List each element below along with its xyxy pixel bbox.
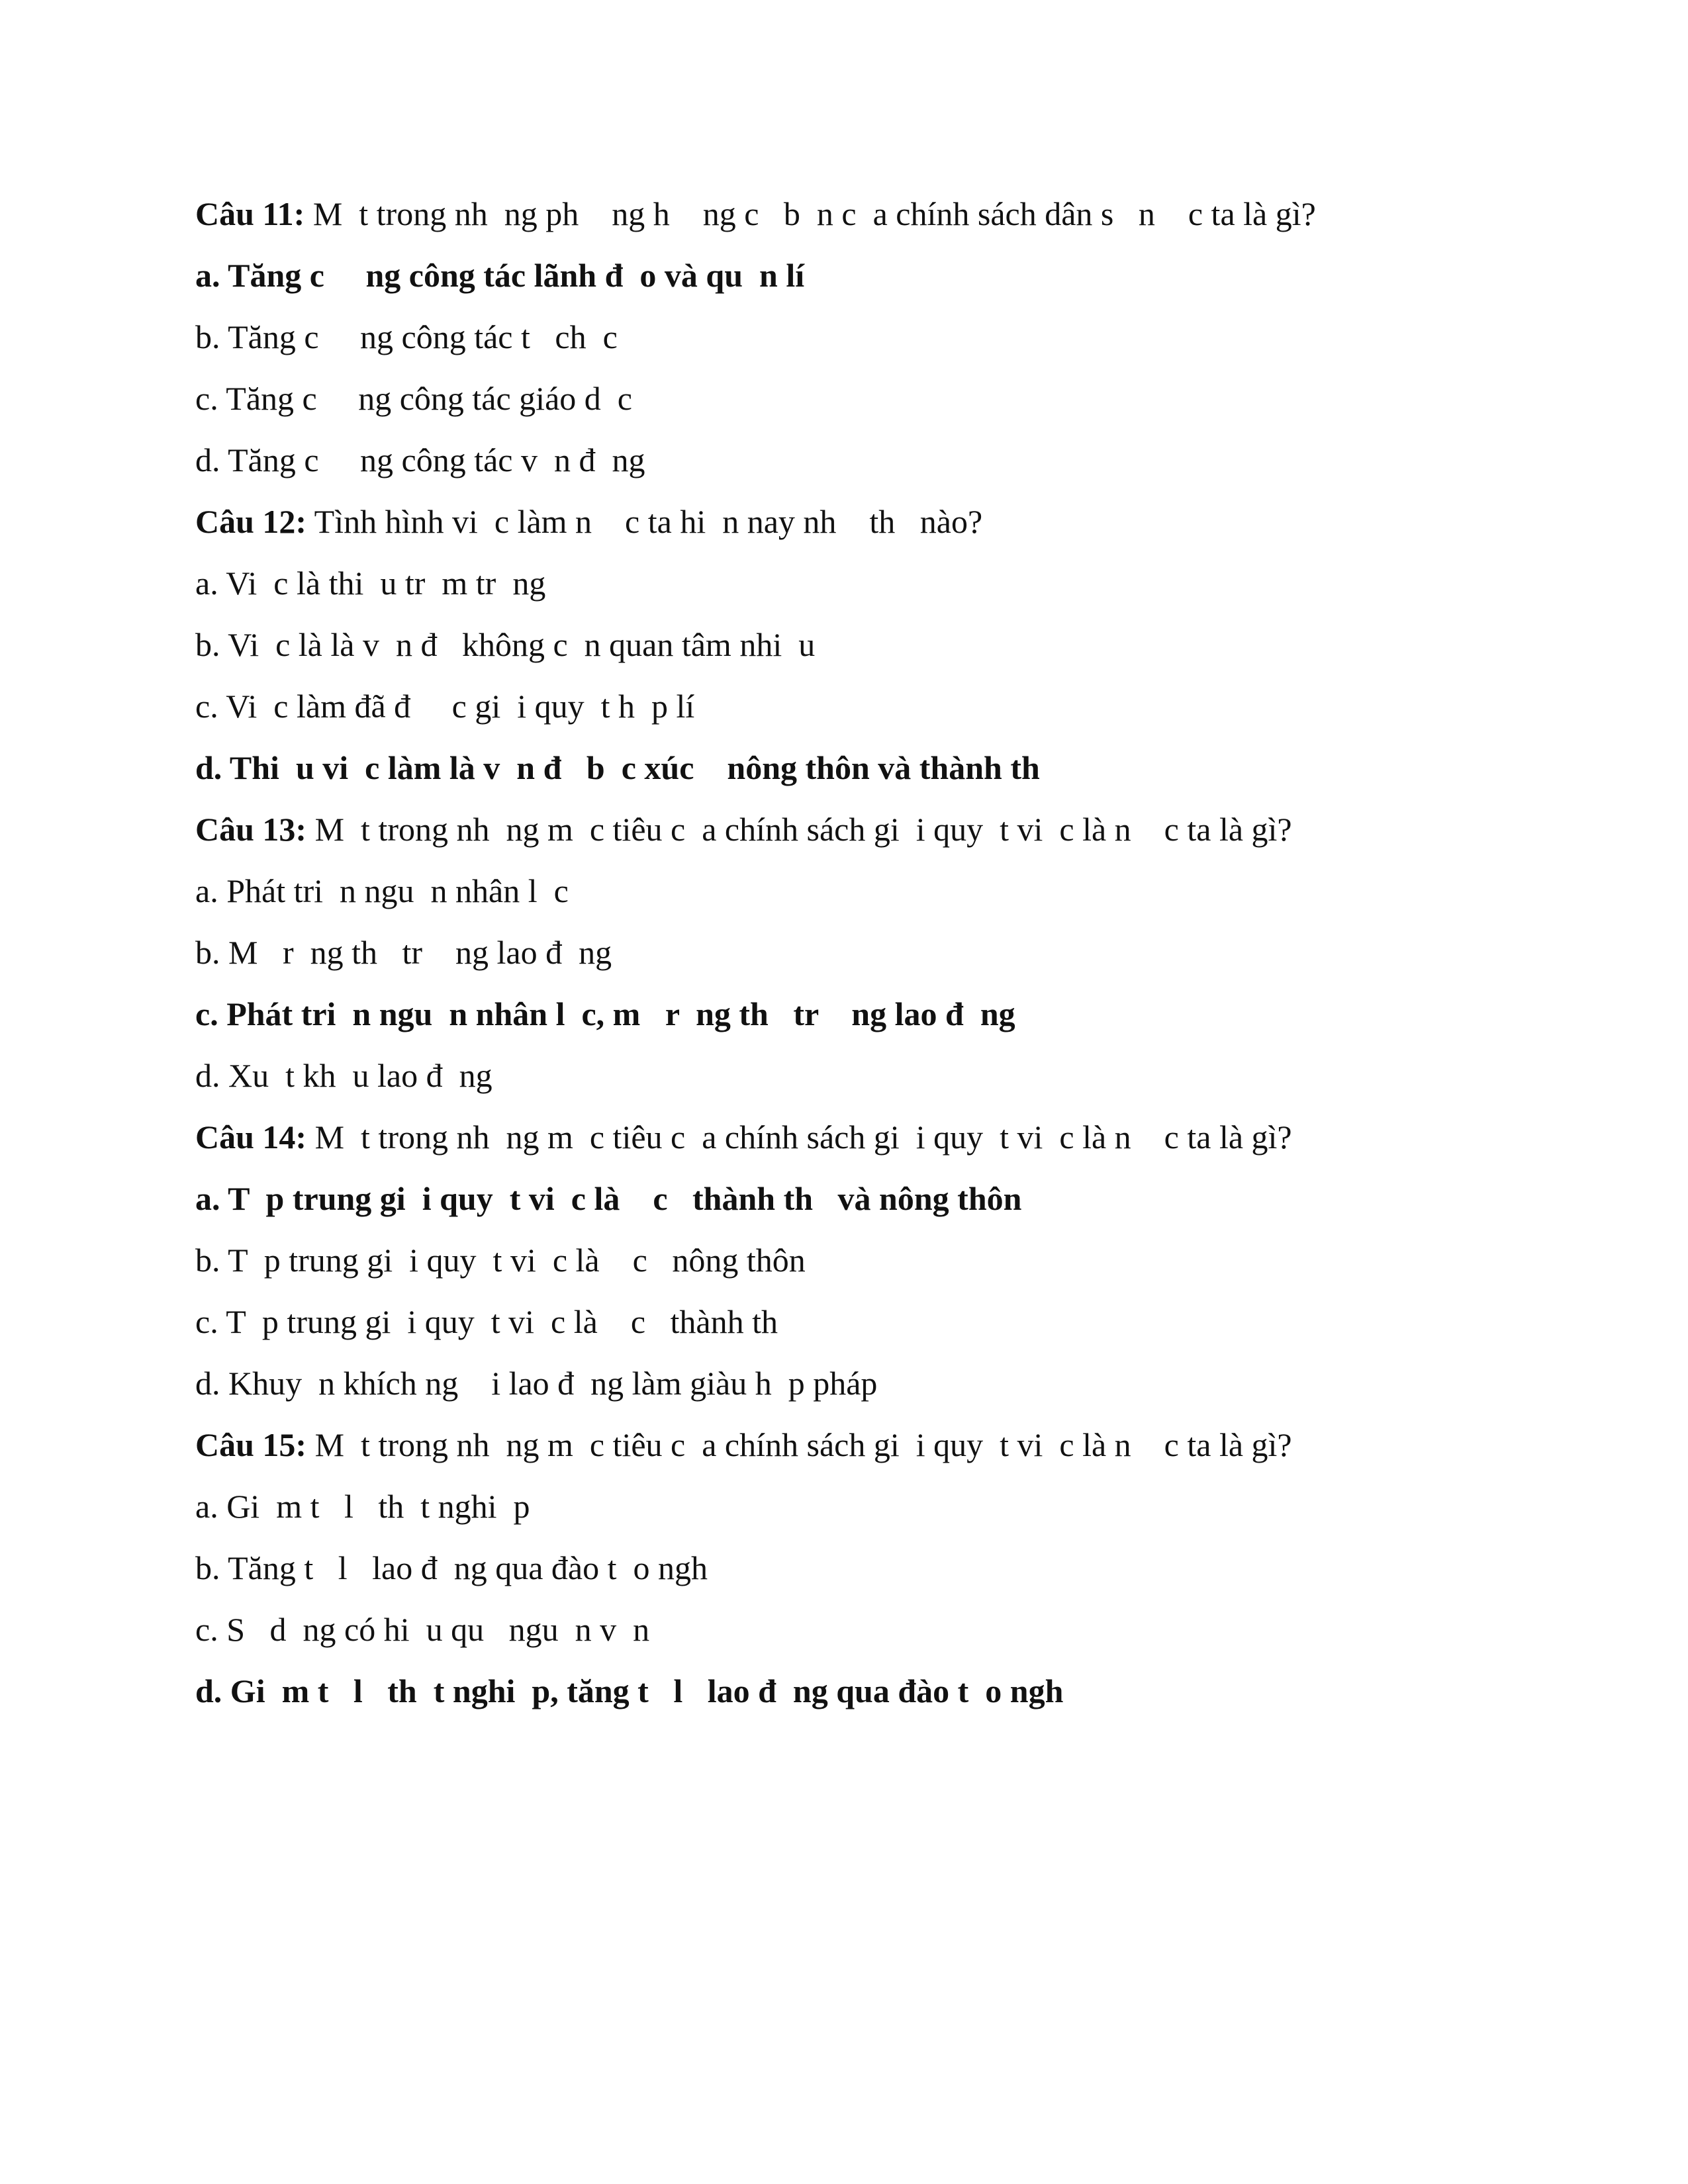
- question-15: [195, 1425, 1292, 1465]
- question-13-text: M t trong nh ng m c tiêu c a chính sách gi i quy t vi c là n c ta là gì?: [306, 811, 1292, 848]
- question-13: [195, 809, 1292, 849]
- question-15-option-a: a. Gi m t l th t nghi p: [195, 1488, 530, 1525]
- question-13-option-b: b. M r ng th tr ng lao đ ng: [195, 934, 612, 971]
- question-11: [195, 194, 1316, 234]
- question-12-option-c: c. Vi c làm đã đ c gi i quy t h p lí: [195, 688, 695, 725]
- question-11-option-b: b. Tăng c ng công tác t ch c: [195, 318, 618, 355]
- question-15-label: Câu 15:: [195, 1426, 307, 1463]
- question-12-option-a: a. Vi c là thi u tr m tr ng: [195, 565, 546, 602]
- question-14-label: Câu 14:: [195, 1118, 307, 1156]
- question-14-option-b: b. T p trung gi i quy t vi c là c nông thôn: [195, 1242, 806, 1279]
- question-14-option-c: c. T p trung gi i quy t vi c là c thành th: [195, 1303, 778, 1340]
- question-12: [195, 502, 982, 541]
- question-11-label: Câu 11:: [195, 195, 305, 232]
- question-14: [195, 1117, 1292, 1157]
- question-15-option-b: b. Tăng t l lao đ ng qua đào t o ngh: [195, 1549, 708, 1586]
- question-11-option-a: a. Tăng c ng công tác lãnh đ o và qu n lí: [195, 257, 805, 294]
- question-11-text: M t trong nh ng ph ng h ng c b n c a chính sách dân s n c ta là gì?: [305, 195, 1316, 232]
- question-11-option-c: c. Tăng c ng công tác giáo d c: [195, 380, 632, 417]
- question-15-text: M t trong nh ng m c tiêu c a chính sách gi i quy t vi c là n c ta là gì?: [306, 1426, 1292, 1463]
- question-13-option-c: c. Phát tri n ngu n nhân l c, m r ng th tr ng lao đ ng: [195, 995, 1015, 1032]
- question-15-option-c: c. S d ng có hi u qu ngu n v n: [195, 1611, 650, 1648]
- question-11-option-d: d. Tăng c ng công tác v n đ ng: [195, 441, 645, 478]
- question-12-option-b: b. Vi c là là v n đ không c n quan tâm nhi u: [195, 626, 816, 663]
- question-13-label: Câu 13:: [195, 811, 307, 848]
- question-15-option-d: d. Gi m t l th t nghi p, tăng t l lao đ ng qua đào t o ngh: [195, 1672, 1064, 1709]
- question-12-text: Tình hình vi c làm n c ta hi n nay nh th nào?: [306, 503, 983, 540]
- question-14-text: M t trong nh ng m c tiêu c a chính sách gi i quy t vi c là n c ta là gì?: [306, 1118, 1292, 1156]
- question-14-option-d: d. Khuy n khích ng i lao đ ng làm giàu h p pháp: [195, 1365, 878, 1402]
- question-12-option-d: d. Thi u vi c làm là v n đ b c xúc nông thôn và thành th: [195, 749, 1040, 786]
- question-14-option-a: a. T p trung gi i quy t vi c là c thành th và nông thôn: [195, 1180, 1022, 1217]
- question-13-option-d: d. Xu t kh u lao đ ng: [195, 1057, 492, 1094]
- question-13-option-a: a. Phát tri n ngu n nhân l c: [195, 872, 569, 909]
- question-12-label: Câu 12:: [195, 503, 307, 540]
